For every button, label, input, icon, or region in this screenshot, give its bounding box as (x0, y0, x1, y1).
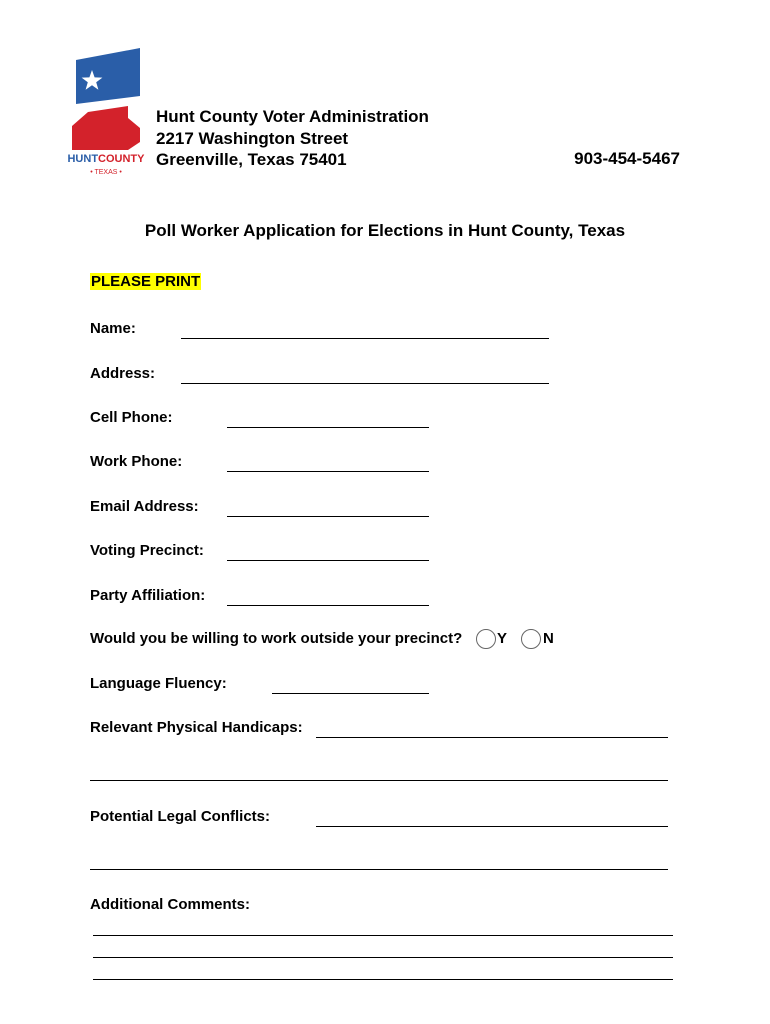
address-line-2: 2217 Washington Street (156, 128, 349, 148)
yes-option-label: Y (497, 630, 508, 647)
email-label: Email Address: (90, 498, 199, 515)
hunt-county-logo (66, 46, 146, 178)
legal-conflicts-label: Potential Legal Conflicts: (90, 808, 271, 825)
form-title: Poll Worker Application for Elections in Hunt County, Texas (144, 221, 626, 240)
name-label: Name: (90, 320, 136, 337)
comments-field-line-2[interactable] (93, 957, 673, 958)
voting-precinct-field[interactable] (227, 560, 429, 561)
work-outside-precinct-question: Would you be willing to work outside your precinct? (90, 630, 463, 647)
no-radio[interactable] (521, 629, 541, 649)
cell-phone-field[interactable] (227, 427, 429, 428)
physical-handicaps-field-line-2[interactable] (90, 780, 668, 781)
cell-phone-label: Cell Phone: (90, 409, 173, 426)
physical-handicaps-field[interactable] (316, 737, 668, 738)
voting-precinct-label: Voting Precinct: (90, 542, 204, 559)
language-fluency-field[interactable] (272, 693, 429, 694)
logo-subtext: • TEXAS • (90, 169, 122, 176)
legal-conflicts-field-line-2[interactable] (90, 869, 668, 870)
additional-comments-label: Additional Comments: (90, 896, 250, 913)
logo-text: HUNTCOUNTY (67, 153, 145, 165)
name-field[interactable] (181, 338, 549, 339)
no-option-label: N (543, 630, 554, 647)
work-phone-field[interactable] (227, 471, 429, 472)
party-affiliation-label: Party Affiliation: (90, 587, 206, 604)
hunt-county-flag-emblem (66, 46, 146, 178)
email-field[interactable] (227, 516, 429, 517)
comments-field-line-3[interactable] (93, 979, 673, 980)
organization-phone: 903-454-5467 (574, 149, 680, 168)
work-phone-label: Work Phone: (90, 453, 183, 470)
address-line-3: Greenville, Texas 75401 (156, 150, 347, 169)
language-fluency-label: Language Fluency: (90, 675, 227, 692)
party-affiliation-field[interactable] (227, 605, 429, 606)
organization-address (156, 106, 429, 171)
address-label: Address: (90, 365, 156, 382)
legal-conflicts-field[interactable] (316, 826, 668, 827)
address-line-1: Hunt County Voter Administration (156, 107, 429, 126)
physical-handicaps-label: Relevant Physical Handicaps: (90, 719, 303, 736)
yes-radio[interactable] (476, 629, 496, 649)
comments-field-line-1[interactable] (93, 935, 673, 936)
address-field[interactable] (181, 383, 549, 384)
please-print-note: PLEASE PRINT (91, 273, 201, 290)
